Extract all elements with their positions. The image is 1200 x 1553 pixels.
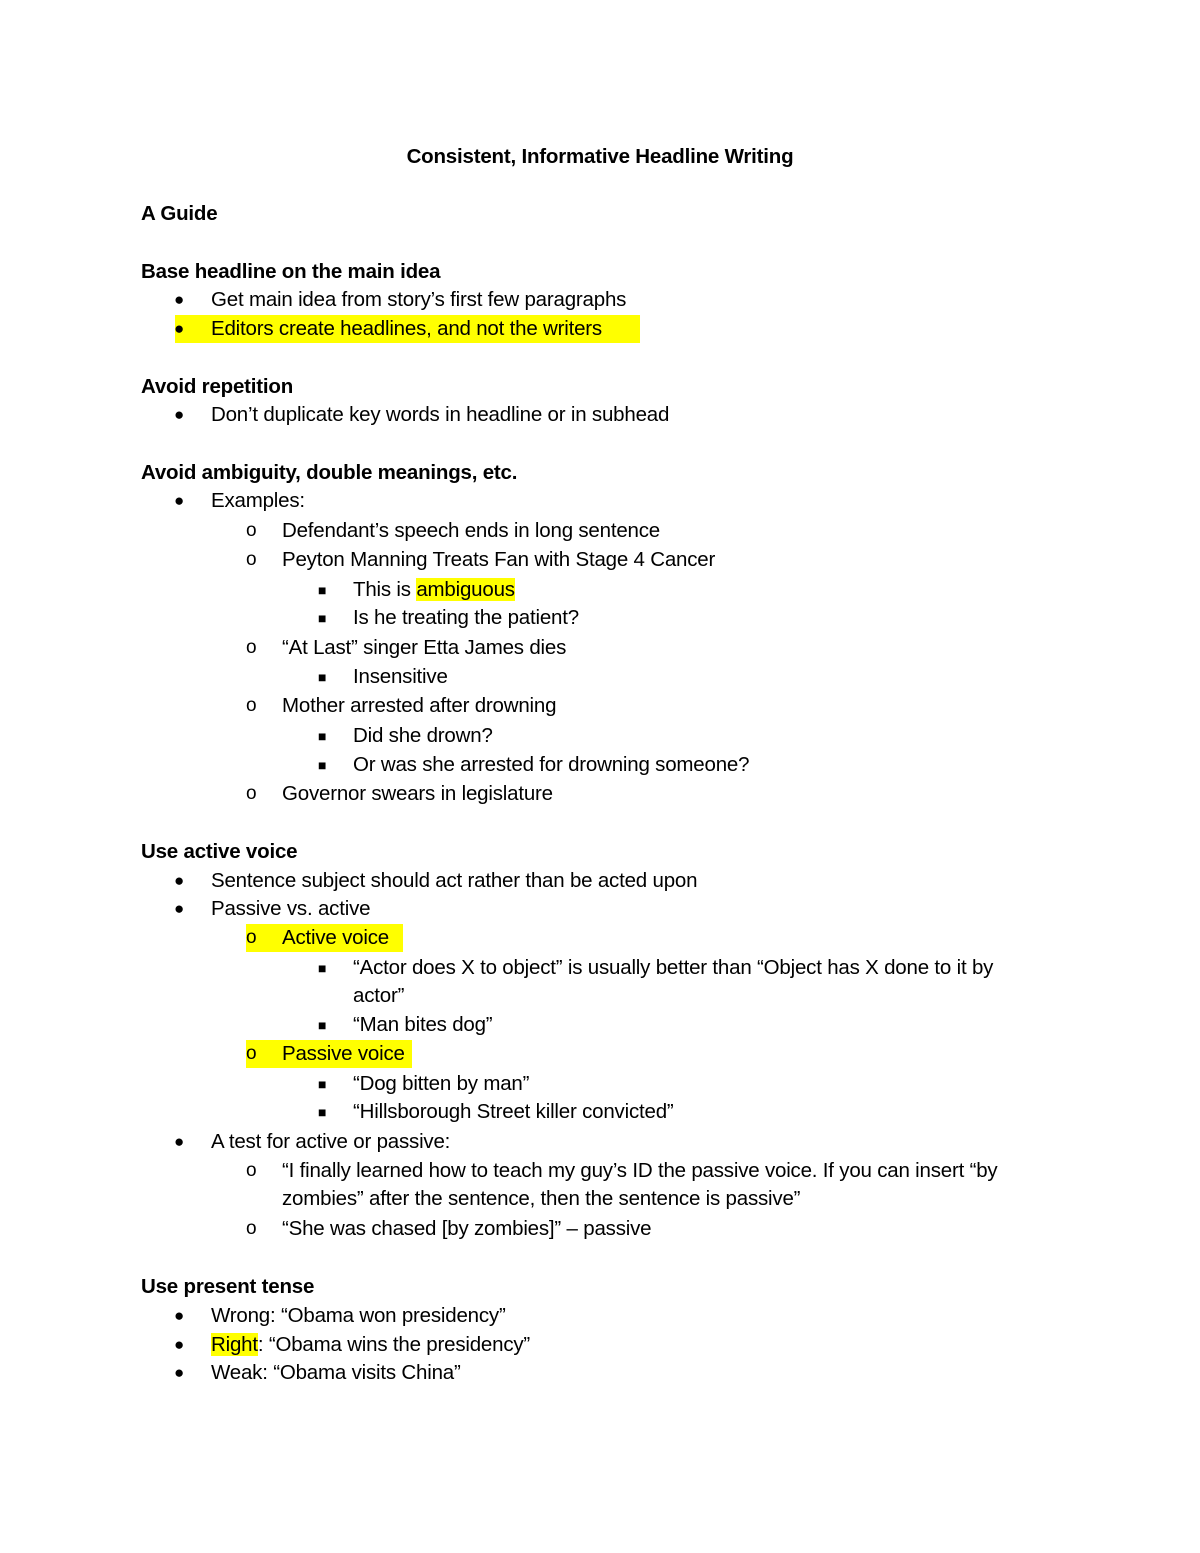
square-marker: ■ [318, 757, 327, 773]
bullet-marker: ● [174, 405, 185, 424]
sub-sub-list-item: Is he treating the patient? [353, 606, 579, 629]
circle-marker: o [246, 520, 257, 541]
list-item: Sentence subject should act rather than be acted upon [211, 869, 698, 892]
bullet-marker: ● [174, 1132, 185, 1151]
square-marker: ■ [318, 1076, 327, 1092]
sub-list-item: Mother arrested after drowning [282, 694, 557, 717]
circle-marker: o [246, 695, 257, 716]
section-heading-ambiguity: Avoid ambiguity, double meanings, etc. [141, 461, 518, 484]
list-item: Don’t duplicate key words in headline or in subhead [211, 403, 670, 426]
bullet-marker: ● [174, 1306, 185, 1325]
sub-sub-list-item [353, 576, 515, 604]
bullet-marker: ● [174, 871, 185, 890]
sub-list-item: Governor swears in legislature [282, 782, 553, 805]
square-marker: ■ [318, 1017, 327, 1033]
square-marker: ■ [318, 960, 327, 976]
sub-sub-list-item: “Hillsborough Street killer convicted” [353, 1100, 674, 1123]
circle-marker: o [246, 1218, 257, 1239]
bullet-marker: ● [174, 319, 185, 338]
circle-marker: o [246, 549, 257, 570]
sub-list-item: Defendant’s speech ends in long sentence [282, 519, 660, 542]
text-run: : “Obama wins the presidency” [257, 1333, 531, 1356]
sub-list-item: “She was chased [by zombies]” – passive [282, 1217, 652, 1240]
sub-sub-list-item: Or was she arrested for drowning someone? [353, 753, 750, 776]
circle-marker: o [246, 1043, 257, 1064]
list-item: Passive vs. active [211, 897, 371, 920]
section-heading-present-tense: Use present tense [141, 1275, 315, 1298]
square-marker: ■ [318, 728, 327, 744]
sub-sub-list-item: Did she drown? [353, 724, 493, 747]
sub-list-item: Peyton Manning Treats Fan with Stage 4 Cancer [282, 548, 716, 571]
sub-list-item-highlighted: Passive voice [282, 1042, 405, 1065]
sub-sub-list-item: “Man bites dog” [353, 1013, 493, 1036]
sub-sub-list-item: “Dog bitten by man” [353, 1072, 530, 1095]
bullet-marker: ● [174, 491, 185, 510]
sub-sub-list-item: “Actor does X to object” is usually better than “Object has X done to it by [353, 956, 994, 979]
list-item: Weak: “Obama visits China” [211, 1361, 461, 1384]
circle-marker: o [246, 1160, 257, 1181]
bullet-marker: ● [174, 1335, 185, 1354]
text-run: This is [353, 578, 417, 601]
square-marker: ■ [318, 610, 327, 626]
list-item: A test for active or passive: [211, 1130, 451, 1153]
section-heading-repetition: Avoid repetition [141, 375, 294, 398]
sub-sub-list-item: Insensitive [353, 665, 448, 688]
sub-list-item: “At Last” singer Etta James dies [282, 636, 567, 659]
highlighted-word: Right [211, 1333, 258, 1356]
sub-list-item-highlighted: Active voice [282, 926, 389, 949]
bullet-marker: ● [174, 290, 185, 309]
list-item: Examples: [211, 489, 305, 512]
list-item-highlighted: Editors create headlines, and not the writers [211, 317, 602, 340]
circle-marker: o [246, 637, 257, 658]
section-heading-active-voice: Use active voice [141, 840, 298, 863]
list-item: Get main idea from story’s first few paragraphs [211, 288, 627, 311]
list-item: Wrong: “Obama won presidency” [211, 1304, 506, 1327]
square-marker: ■ [318, 669, 327, 685]
bullet-marker: ● [174, 899, 185, 918]
bullet-marker: ● [174, 1363, 185, 1382]
circle-marker: o [246, 927, 257, 948]
square-marker: ■ [318, 1104, 327, 1120]
sub-sub-list-item-continued: actor” [353, 984, 405, 1007]
circle-marker: o [246, 783, 257, 804]
sub-list-item: “I finally learned how to teach my guy’s ID the passive voice. If you can insert “by [282, 1159, 998, 1182]
sub-list-item-continued: zombies” after the sentence, then the sentence is passive” [282, 1187, 801, 1210]
highlighted-word: ambiguous [416, 578, 515, 601]
square-marker: ■ [318, 582, 327, 598]
document-subtitle: A Guide [141, 202, 218, 225]
section-heading-main-idea: Base headline on the main idea [141, 260, 441, 283]
list-item [211, 1331, 530, 1359]
document-title: Consistent, Informative Headline Writing [406, 145, 794, 168]
